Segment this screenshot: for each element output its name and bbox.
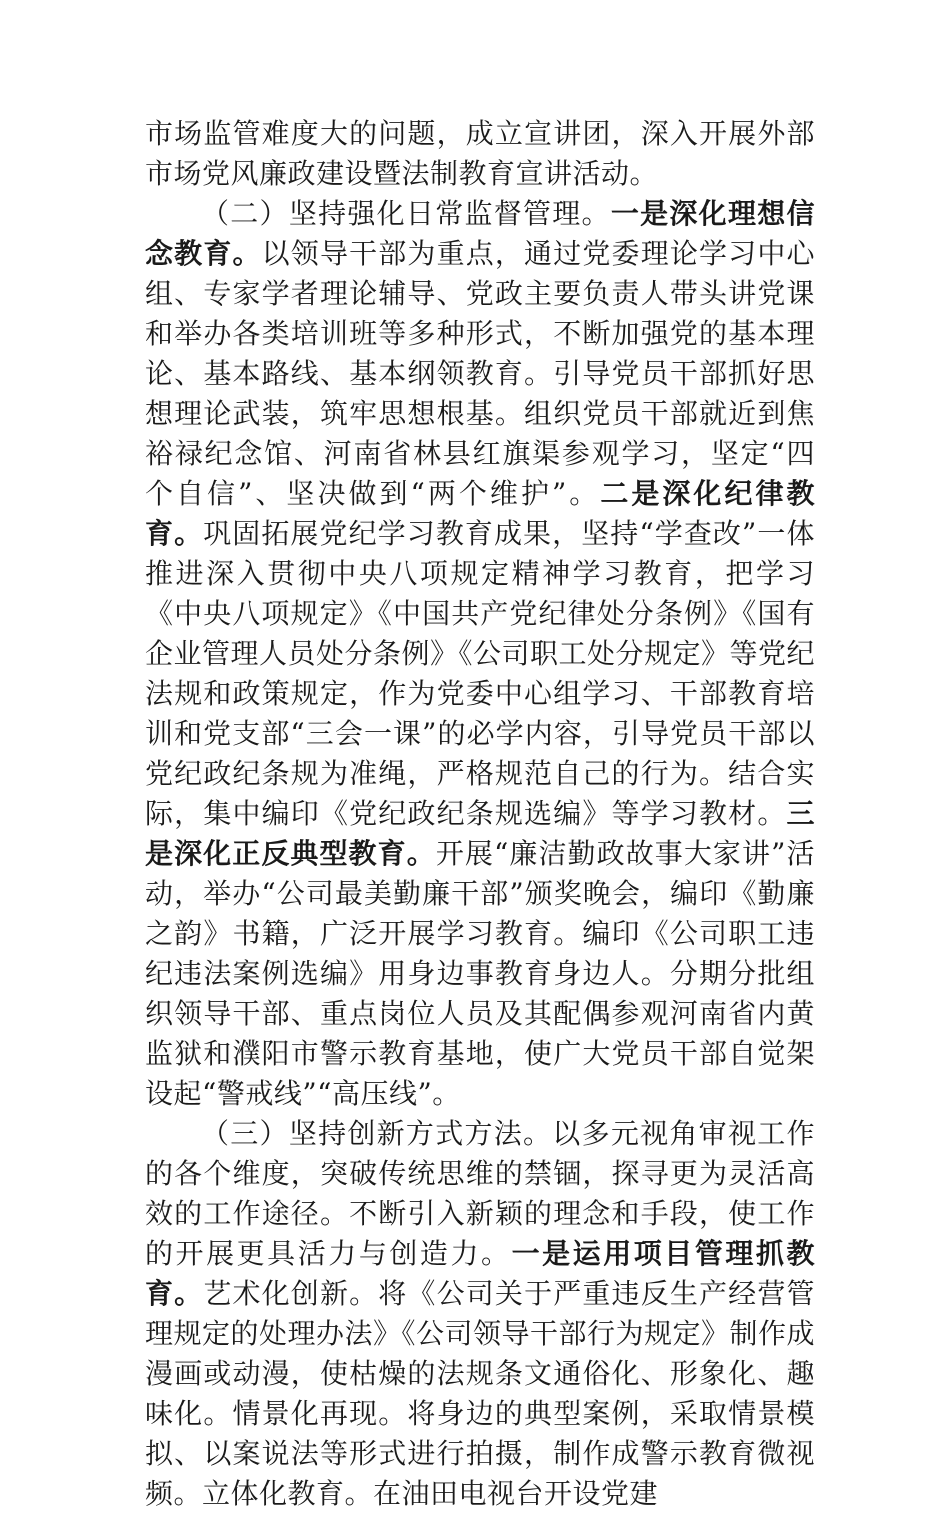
bold-subheading: 三是深化正反典型教育。	[145, 797, 815, 870]
bold-subheading: 二是深化纪律教育。	[145, 477, 815, 550]
paragraph-text: 市场监管难度大的问题，成立宣讲团，深入开展外部市场党风廉政建设暨法制教育宣讲活动。	[145, 117, 815, 190]
paragraph-text: 开展“廉洁勤政故事大家讲”活动，举办“公司最美勤廉干部”颁奖晚会，编印《勤廉之韵》书籍，广泛开展学习教育。编印《公司职工违纪违法案例选编》用身边事教育身边人。分期分批组织领导干部、重点岗位人员及其配偶参观河南省内黄监狱和濮阳市警示教育基地，使广大党员干部自觉架设起“警戒线”“高压线”。	[145, 837, 815, 1110]
paragraph-text: 以领导干部为重点，通过党委理论学习中心组、专家学者理论辅导、党政主要负责人带头讲党课和举办各类培训班等多种形式，不断加强党的基本理论、基本路线、基本纲领教育。引导党员干部抓好思想理论武装，筑牢思想根基。组织党员干部就近到焦裕禄纪念馆、河南省林县红旗渠参观学习，坚定“四个自信”、坚决做到“两个维护”。	[145, 237, 815, 510]
paragraph-2	[145, 194, 815, 1114]
paragraph-3	[145, 1114, 815, 1514]
paragraph-text: 以多元视角审视工作的各个维度，突破传统思维的禁锢，探寻更为灵活高效的工作途径。不断引入新颖的理念和手段，使工作的开展更具活力与创造力。	[145, 1117, 815, 1270]
paragraph-text: 巩固拓展党纪学习教育成果，坚持“学查改”一体推进深入贯彻中央八项规定精神学习教育，把学习《中央八项规定》《中国共产党纪律处分条例》《国有企业管理人员处分条例》《公司职工处分规定》等党纪法规和政策规定，作为党委中心组学习、干部教育培训和党支部“三会一课”的必学内容，引导党员干部以党纪政纪条规为准绳，严格规范自己的行为。结合实际，集中编印《党纪政纪条规选编》等学习教材。	[145, 517, 816, 830]
bold-subheading: 一是运用项目管理抓教育。	[145, 1237, 815, 1310]
bold-subheading: 一是深化理想信念教育。	[145, 197, 815, 270]
paragraph-text: 艺术化创新。将《公司关于严重违反生产经营管理规定的处理办法》《公司领导干部行为规定》制作成漫画或动漫，使枯燥的法规条文通俗化、形象化、趣味化。情景化再现。将身边的典型案例，采取情景模拟、以案说法等形式进行拍摄，制作成警示教育微视频。立体化教育。在油田电视台开设党建	[145, 1277, 816, 1510]
section-heading: （三）坚持创新方式方法。	[201, 1117, 553, 1150]
document-body	[145, 114, 815, 1514]
section-heading: （二）坚持强化日常监督管理。	[201, 197, 611, 230]
paragraph-1	[145, 114, 815, 194]
